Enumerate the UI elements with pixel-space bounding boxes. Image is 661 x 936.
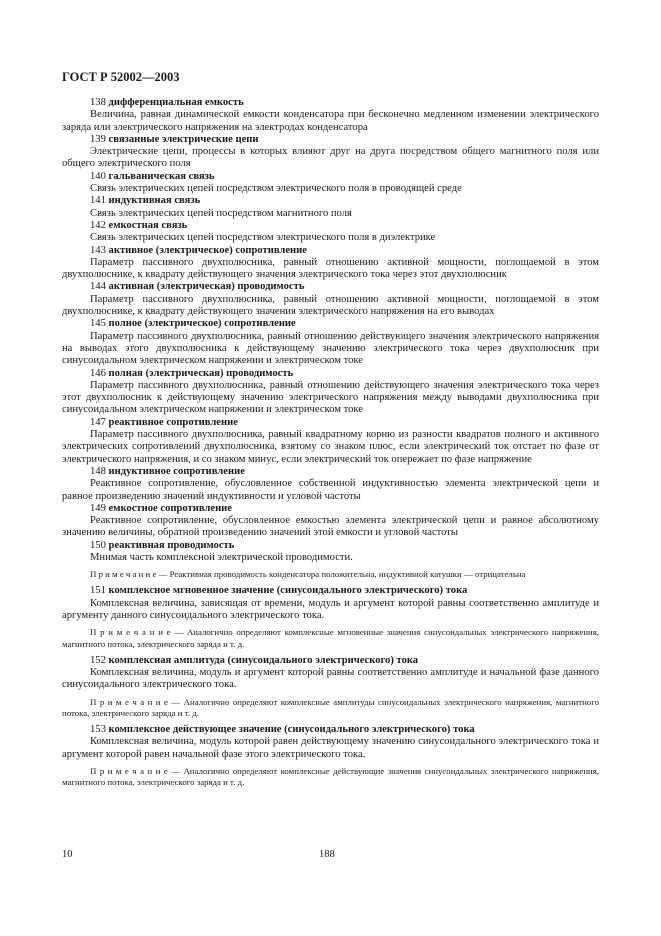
term-entry [62,540,599,581]
term-number: 145 [90,318,106,330]
note-label: П р и м е ч а н и е [90,627,171,638]
term-definition: Параметр пассивного двухполюсника, равный отношению действующего значения электрического тока через этот двухполюсник к действующему значению электрического напряжения между выводами двухполюсника при синусоидальном электрическом напряжении и электрическом токе [62,379,599,416]
term-heading [62,318,599,330]
term-name: связанные электрические цепи [108,133,259,145]
note-label: П р и м е ч а н и е [90,569,157,580]
term-entry [62,466,599,503]
term-number: 153 [90,724,106,736]
term-definition: Связь электрических цепей посредством электрического поля в проводящей среде [90,183,462,195]
term-heading [62,281,599,293]
term-number: 150 [90,539,106,551]
term-number: 152 [90,654,106,666]
term-heading [62,503,599,515]
term-heading [62,540,599,552]
term-heading [62,245,599,257]
term-heading [62,466,599,478]
term-name: активная (электрическая) проводимость [108,281,305,293]
term-definition: Комплексная величина, модуль которой равен действующему значению синусоидального электрического тока и аргумент которой равен начальной фазе этого электрического тока. [62,736,599,760]
note-label: П р и м е ч а н и е [90,765,168,776]
term-definition: Мнимая часть комплексной электрической проводимости. [90,551,353,563]
term-entry [62,368,599,417]
term-number: 142 [90,219,106,231]
term-definition: Комплексная величина, зависящая от времени, модуль и аргумент которой равны соответственно амплитуде и аргументу данного синусоидального электрического тока. [62,597,599,622]
term-number: 143 [90,244,106,256]
term-name: индуктивное сопротивление [108,465,245,477]
term-heading [62,97,599,109]
term-entry [62,724,599,788]
term-heading [62,171,599,183]
term-heading [62,585,599,597]
term-number: 149 [90,502,106,514]
term-number: 141 [90,195,106,207]
term-definition: Параметр пассивного двухполюсника, равный отношению активной мощности, поглощаемой в этом двухполюснике, к квадрату действующего значения электрического тока через этот двухполюсник [62,256,599,281]
term-definition: Параметр пассивного двухполюсника, равный отношению активной мощности, поглощаемой в этом двухполюснике, к квадрату действующего значения электрического напряжения на его выводах [62,293,599,318]
term-entry [62,417,599,466]
term-number: 138 [90,97,106,108]
term-number: 140 [90,170,106,182]
term-entry [62,585,599,649]
term-definition: Связь электрических цепей посредством магнитного поля [90,207,352,219]
term-heading [62,417,599,429]
page-number-left: 10 [62,849,73,860]
term-name: реактивная проводимость [108,539,235,551]
term-entry [62,171,599,196]
term-definition: Величина, равная динамической емкости конденсатора при бесконечно медленном изменении электрического заряда или электрического напряжения на электродах конденсатора [62,109,599,133]
term-name: комплексная амплитуда (синусоидального электрического) тока [108,654,419,666]
term-heading [62,655,599,667]
term-definition: Реактивное сопротивление, обусловленное емкостью элемента электрической цепи и равное абсолютному значению величины, обратной произведению значений этой емкости и угловой частоты [62,515,599,539]
term-number: 151 [90,585,106,597]
term-entry [62,97,599,134]
term-heading [62,368,599,380]
term-note [62,569,599,580]
term-entry [62,220,599,245]
term-name: комплексное мгновенное значение (синусоидального электрического) тока [108,585,468,597]
term-name: гальваническая связь [108,170,215,182]
term-name: полная (электрическая) проводимость [108,367,294,379]
term-name: индуктивная связь [108,195,201,207]
term-note [62,627,599,649]
term-heading [62,195,599,207]
note-text: — Реактивная проводимость конденсатора положительна, индуктивной катушки — отрицательна [156,569,526,580]
note-text: — Аналогично определяют комплексные действующие значения синусоидальных электрического напряжения, магнитного потока, электрического заряда и т. д. [62,765,600,788]
term-number: 148 [90,465,106,477]
term-heading [62,724,599,736]
term-definition: Электрические цепи, процессы в которых влияют друг на друга посредством общего магнитного поля или общего электрического поля [62,146,599,170]
term-name: емкостная связь [108,219,188,231]
note-text: — Аналогично определяют комплексные амплитуды синусоидальных электрического напряжения, магнитного потока, электрического заряда и т. д. [62,696,599,718]
term-name: активное (электрическое) сопротивление [108,244,307,256]
term-name: реактивное сопротивление [108,416,238,428]
note-label: П р и м е ч а н и е [90,696,168,707]
note-text: — Аналогично определяют комплексные мгновенные значения синусоидальных электрического напряжения, магнитного потока, электрического заряда и т. д. [62,627,600,649]
term-number: 144 [90,281,106,293]
term-definition: Реактивное сопротивление, обусловленное собственной индуктивностью элемента электрической цепи и равное произведению значений индуктивности и угловой частоты [62,478,599,502]
term-definition: Параметр пассивного двухполюсника, равный квадратному корню из разности квадратов полного и активного электрических сопротивлений двухполюсника, взятому со знаком плюс, если электрический ток отстает по фазе от электрического напряжения, и со знаком минус, если электрический ток опережает по фазе напряжение [62,429,599,465]
term-number: 146 [90,367,106,379]
term-definition: Параметр пассивного двухполюсника, равный отношению действующего значения электрического напряжения на выводах этого двухполюсника к действующему значению электрического тока через двухполюсник при синусоидальном электрическом напряжении и электрическом токе [62,330,599,367]
term-heading [62,134,599,146]
term-name: емкостное сопротивление [108,502,232,514]
term-entry [62,318,599,367]
term-entry [62,195,599,220]
term-entry [62,245,599,282]
term-heading [62,220,599,232]
term-definition: Связь электрических цепей посредством электрического поля в диэлектрике [90,232,436,244]
term-number: 147 [90,416,106,428]
document-header: ГОСТ Р 52002—2003 [62,70,180,84]
term-entry [62,281,599,318]
term-name: полное (электрическое) сопротивление [108,318,296,330]
term-name: комплексное действующее значение (синусоидального электрического) тока [108,724,475,736]
term-name: дифференциальная емкость [108,97,244,108]
terms-list [62,97,599,793]
term-definition: Комплексная величина, модуль и аргумент которой равны соответственно амплитуде и начальной фазе данного синусоидального электрического тока. [62,667,599,691]
term-note [62,766,599,788]
term-entry [62,503,599,540]
term-number: 139 [90,133,106,145]
term-note [62,697,599,719]
term-entry [62,655,599,719]
page-number-center: 188 [319,849,335,860]
term-entry [62,134,599,171]
